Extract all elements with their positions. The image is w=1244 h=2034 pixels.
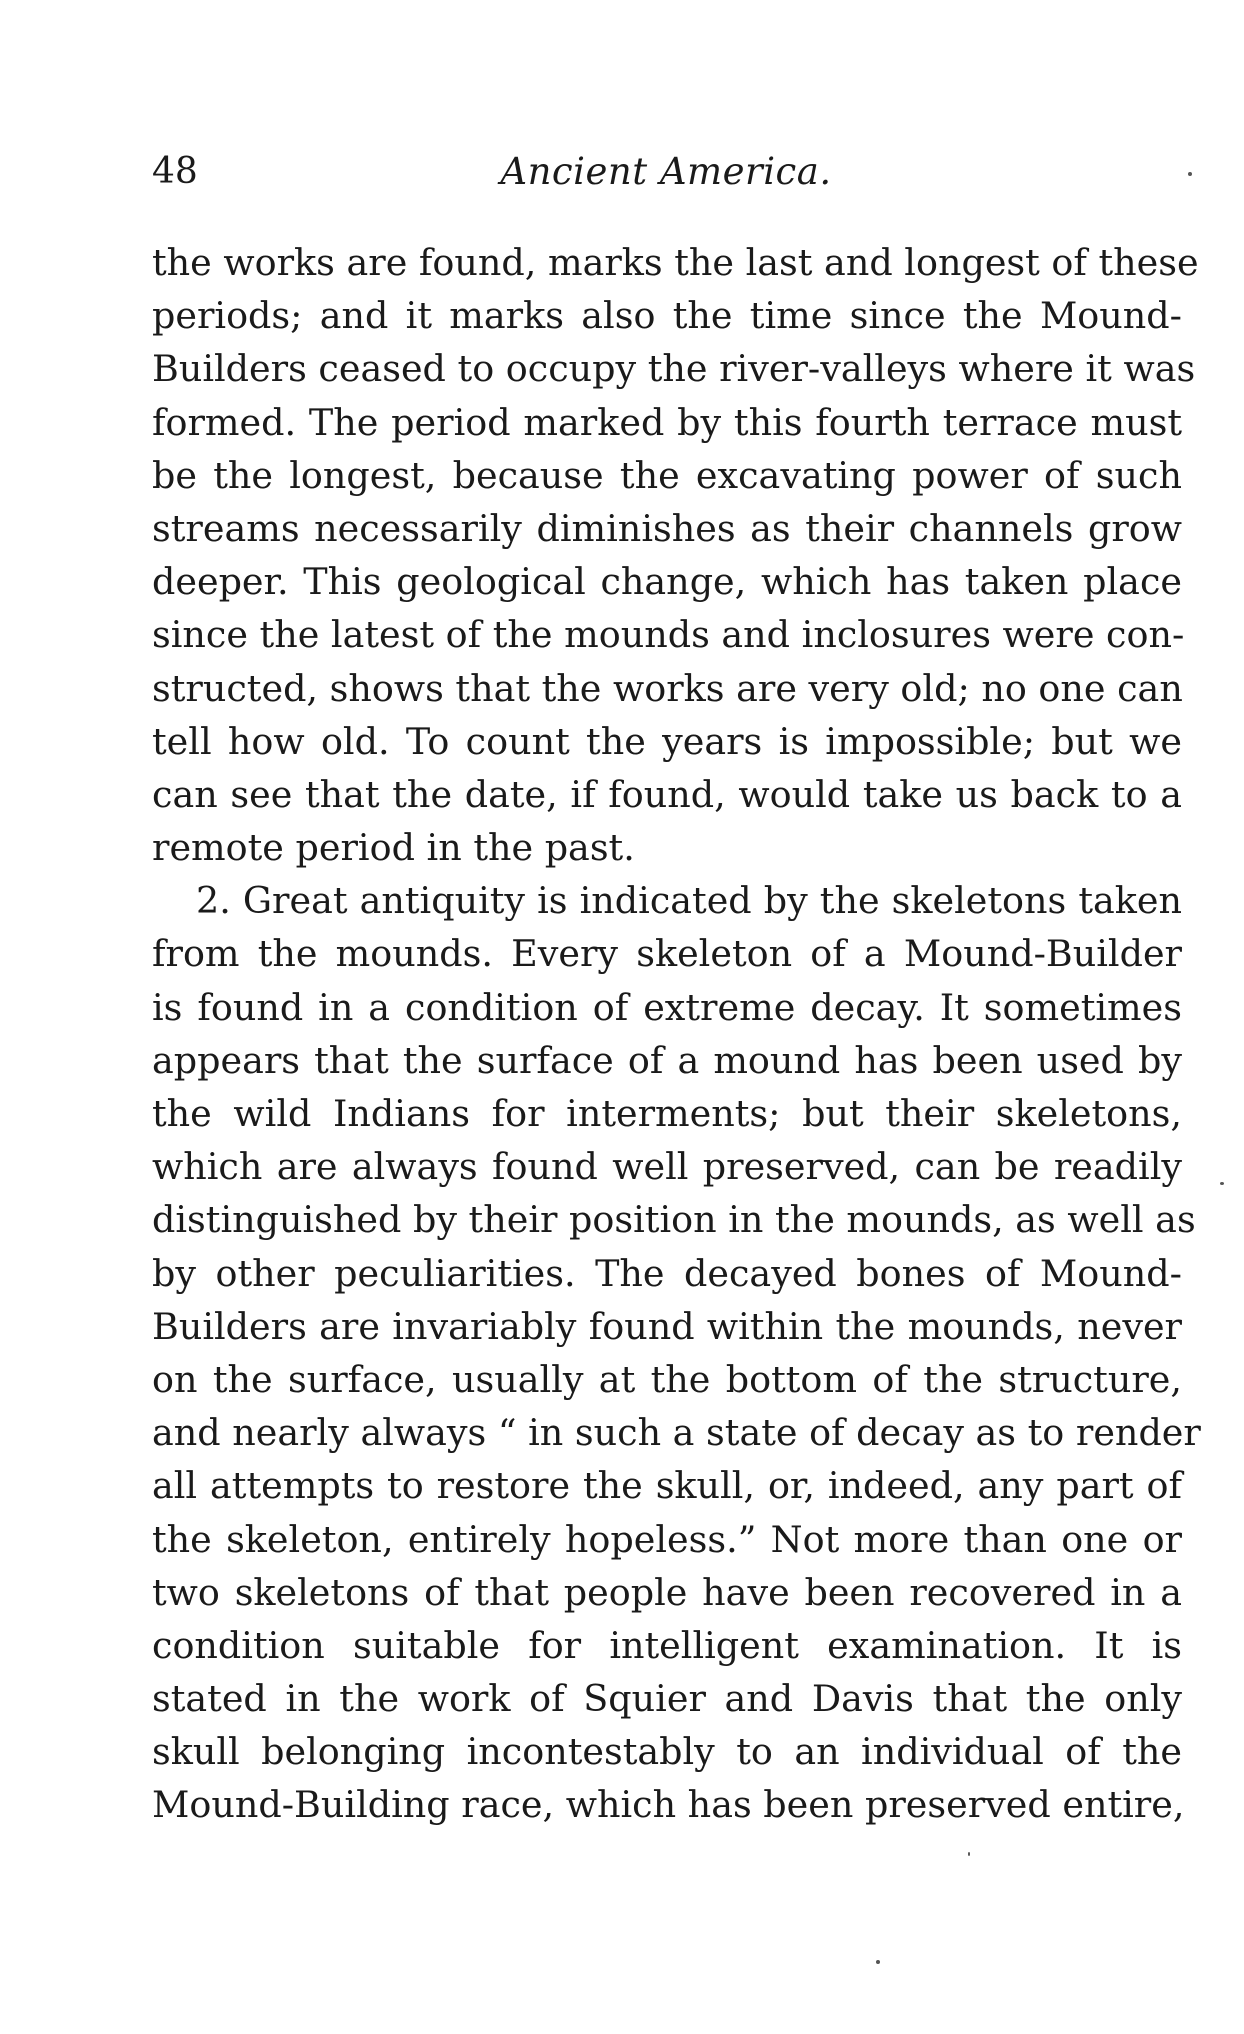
text-line: 2. Great antiquity is indicated by the skeletons taken — [196, 879, 1182, 923]
text-line: stated in the work of Squier and Davis that the only — [152, 1677, 1182, 1721]
page-header — [148, 150, 1184, 210]
text-line: since the latest of the mounds and inclosures were con- — [152, 613, 1185, 657]
text-line: deeper. This geological change, which has taken place — [152, 560, 1182, 604]
text-line: Builders ceased to occupy the river-valleys where it was — [152, 347, 1196, 391]
text-line: structed, shows that the works are very old; no one can — [152, 666, 1183, 710]
print-speck — [876, 1960, 880, 1964]
body-text — [152, 236, 1201, 1832]
text-line: Mound-Building race, which has been preserved entire, — [152, 1783, 1185, 1827]
text-line: be the longest, because the excavating power of such — [152, 453, 1182, 497]
text-line: condition suitable for intelligent examination. It is — [152, 1623, 1182, 1667]
text-line: by other peculiarities. The decayed bones of Mound- — [152, 1251, 1182, 1295]
text-line: and nearly always “ in such a state of decay as to render — [152, 1411, 1201, 1455]
text-line: appears that the surface of a mound has been used by — [152, 1038, 1182, 1082]
text-line: can see that the date, if found, would take us back to a — [152, 772, 1182, 816]
page-number: 48 — [152, 151, 198, 192]
text-line: Builders are invariably found within the mounds, never — [152, 1304, 1182, 1348]
text-line: skull belonging incontestably to an individual of the — [152, 1730, 1182, 1774]
print-speck — [968, 1852, 970, 1856]
print-speck — [1220, 1182, 1224, 1185]
text-line: is found in a condition of extreme decay. It sometimes — [152, 985, 1182, 1029]
text-line: the works are found, marks the last and longest of these — [152, 241, 1199, 284]
text-line: distinguished by their position in the mounds, as well as — [152, 1198, 1196, 1242]
text-line: all attempts to restore the skull, or, indeed, any part of — [152, 1464, 1182, 1508]
text-line: on the surface, usually at the bottom of the structure, — [152, 1357, 1182, 1401]
text-line: two skeletons of that people have been recovered in a — [152, 1570, 1182, 1614]
text-line: tell how old. To count the years is impossible; but we — [152, 719, 1182, 763]
text-line: formed. The period marked by this fourth terrace must — [152, 400, 1182, 444]
text-line: streams necessarily diminishes as their channels grow — [152, 506, 1182, 550]
text-line: periods; and it marks also the time since the Mound- — [152, 294, 1182, 338]
print-speck — [1188, 172, 1192, 176]
text-line: the skeleton, entirely hopeless.” Not more than one or — [152, 1517, 1182, 1561]
paragraph — [152, 874, 1201, 1831]
paragraph — [152, 236, 1199, 874]
text-line: remote period in the past. — [152, 826, 635, 870]
text-line: from the mounds. Every skeleton of a Mound-Builder — [152, 932, 1182, 976]
text-line: the wild Indians for interments; but their skeletons, — [152, 1092, 1182, 1135]
text-line: which are always found well preserved, can be readily — [152, 1145, 1182, 1189]
running-title: Ancient America. — [500, 150, 832, 193]
